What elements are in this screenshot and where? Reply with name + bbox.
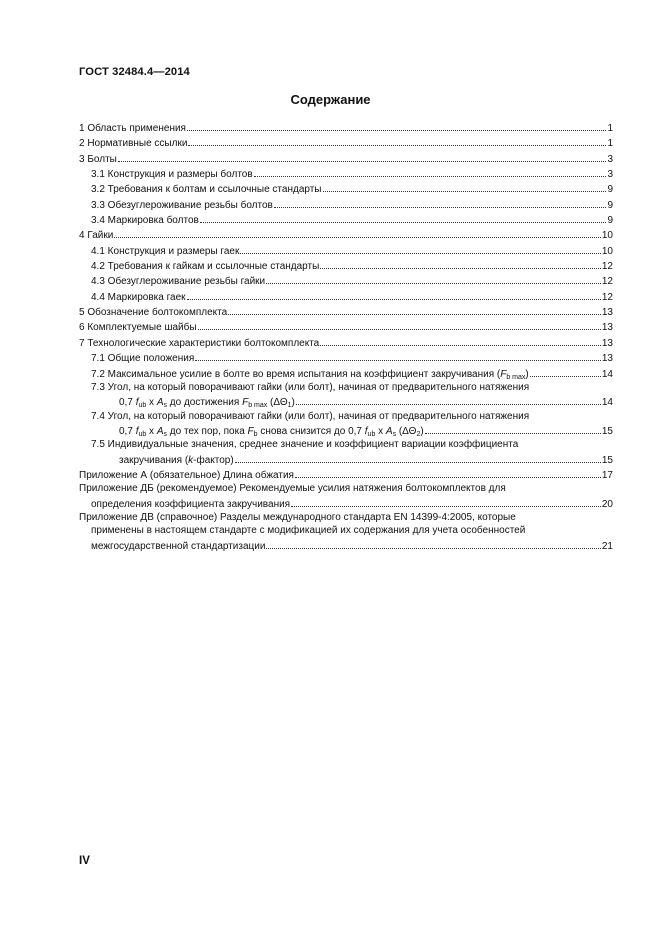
toc-entry-annex-db-line1[interactable]: Приложение ДБ (рекомендуемое) Рекомендуемые усилия натяжения болтокомплектов для <box>79 483 506 495</box>
formula-subscript: 1 <box>287 402 292 410</box>
toc-entry-title: Приложение А (обязательное) Длина обжатия <box>79 469 294 481</box>
formula-subscript: ub <box>138 430 147 438</box>
toc-page-number: 20 <box>601 498 613 510</box>
formula-symbol: F <box>242 397 249 409</box>
toc-page-number: 12 <box>601 291 613 303</box>
toc-text-part: до тех пор, пока <box>167 425 248 437</box>
formula-subscript: s <box>392 430 397 438</box>
formula-subscript: s <box>163 402 167 410</box>
toc-page-number: 3 <box>607 169 613 181</box>
toc-text-part: x <box>375 425 386 437</box>
toc-leader-dots <box>425 423 601 434</box>
toc-entry-title <box>119 454 235 467</box>
toc-entry-title: 4.4 Маркировка гаек <box>91 291 186 303</box>
toc-entry-7-3[interactable] <box>79 394 613 409</box>
toc-entry-7-5[interactable] <box>79 452 613 467</box>
toc-entry-annex-dv-line1[interactable]: Приложение ДВ (справочное) Разделы международного стандарта EN 14399-4:2005, которые <box>79 511 516 523</box>
formula-subscript: s <box>163 430 167 438</box>
toc-entry-7-2[interactable] <box>79 366 613 381</box>
formula-subscript: b <box>253 430 258 438</box>
toc-leader-dots <box>200 212 607 223</box>
toc-leader-dots <box>320 335 601 346</box>
page-number: IV <box>79 855 90 867</box>
toc-entry-3-2[interactable] <box>79 181 613 196</box>
toc-page-number: 1 <box>607 138 613 150</box>
toc-page-number: 10 <box>601 245 613 257</box>
toc-text-part: 0,7 <box>119 397 136 409</box>
toc-text-part: 7.2 Максимальное усилие в болте во время испытания на коэффициент закручивания ( <box>91 368 501 380</box>
toc-leader-dots <box>266 273 601 284</box>
toc-entry-title <box>91 368 530 381</box>
formula-symbol: f <box>135 397 139 409</box>
toc-leader-dots <box>274 197 607 208</box>
toc-text-part: снова снизится до 0,7 <box>257 425 365 437</box>
toc-entry-4-3[interactable] <box>79 273 613 288</box>
toc-leader-dots <box>240 243 601 254</box>
toc-text-part: x <box>146 397 157 409</box>
toc-entry-title: определения коэффициента закручивания <box>91 498 291 510</box>
toc-entry-title: межгосударственной стандартизации <box>91 540 266 552</box>
toc-text-part: ) <box>291 397 295 409</box>
toc-entry-4-2[interactable] <box>79 258 613 273</box>
toc-entry-title: 1 Область применения <box>79 123 186 134</box>
formula-symbol: f <box>364 425 368 437</box>
document-code-header: ГОСТ 32484.4—2014 <box>79 66 190 78</box>
toc-page-number: 12 <box>601 261 613 273</box>
toc-leader-dots <box>235 452 601 463</box>
toc-entry-title: 3.4 Маркировка болтов <box>91 215 199 227</box>
toc-entry-annex-dv-line2[interactable]: применены в настоящем стандарте с модификацией их содержания для учета особенностей <box>91 525 526 537</box>
toc-entry-4-1[interactable] <box>79 243 613 258</box>
toc-text-part: закручивания ( <box>119 454 189 466</box>
toc-entry-title: 5 Обозначение болтокомплекта <box>79 307 228 319</box>
toc-entry-title: 3.2 Требования к болтам и ссылочные стандарты <box>91 184 322 196</box>
toc-leader-dots <box>195 350 601 361</box>
formula-subscript: b max <box>506 373 526 381</box>
formula-subscript: 2 <box>416 430 421 438</box>
formula-symbol: A <box>156 397 164 409</box>
toc-page-number: 12 <box>601 276 613 288</box>
toc-entry-title: 4 Гайки <box>79 230 114 242</box>
toc-leader-dots <box>114 227 601 238</box>
toc-leader-dots <box>188 135 606 146</box>
formula-subscript: b max <box>248 402 268 410</box>
toc-leader-dots <box>187 120 606 131</box>
toc-entry-7-3-line1[interactable]: 7.3 Угол, на который поворачивают гайки (или болт), начиная от предварительного натяжения <box>91 381 530 393</box>
toc-page-number: 15 <box>601 425 613 437</box>
toc-entry-7[interactable] <box>79 335 613 350</box>
toc-entry-title: 4.3 Обезуглероживание резьбы гайки <box>91 276 266 288</box>
toc-entry-annex-db[interactable] <box>79 496 613 511</box>
toc-entry-3-3[interactable] <box>79 197 613 212</box>
formula-symbol: F <box>500 368 507 380</box>
toc-leader-dots <box>266 538 600 549</box>
toc-entry-7-4-line1[interactable]: 7.4 Угол, на который поворачивают гайки (или болт), начиная от предварительного натяжения <box>91 410 530 422</box>
toc-leader-dots <box>254 166 607 177</box>
toc-text-part: -фактор) <box>193 454 234 466</box>
toc-leader-dots <box>295 467 601 478</box>
toc-entry-5[interactable] <box>79 304 613 319</box>
toc-text-part: x <box>146 425 157 437</box>
toc-page-number: 14 <box>601 368 613 380</box>
toc-page-number: 9 <box>607 199 613 211</box>
toc-entry-7-1[interactable] <box>79 350 613 365</box>
toc-entry-title: 2 Нормативные ссылки <box>79 138 188 150</box>
toc-page-number: 15 <box>601 454 613 466</box>
formula-symbol: A <box>385 425 393 437</box>
toc-page-number: 21 <box>601 540 613 552</box>
table-of-contents <box>79 120 613 553</box>
toc-entry-title <box>119 425 425 438</box>
formula-symbol: A <box>156 425 164 437</box>
toc-entry-2[interactable] <box>79 135 613 150</box>
toc-entry-annex-dv[interactable] <box>79 538 613 553</box>
toc-entry-title: 3.1 Конструкция и размеры болтов <box>91 169 253 181</box>
formula-symbol: F <box>247 425 254 437</box>
formula-symbol: k <box>188 454 194 466</box>
toc-entry-title: 3.3 Обезуглероживание резьбы болтов <box>91 199 273 211</box>
contents-title: Содержание <box>290 92 371 107</box>
toc-page-number: 1 <box>607 123 613 134</box>
toc-entry-annex-a[interactable] <box>79 467 613 482</box>
toc-entry-7-4[interactable] <box>79 423 613 438</box>
formula-subscript: ub <box>367 430 376 438</box>
toc-page-number: 3 <box>607 153 613 165</box>
toc-entry-3-1[interactable] <box>79 166 613 181</box>
toc-entry-title: 7 Технологические характеристики болтокомплекта <box>79 337 320 349</box>
toc-entry-title: 4.1 Конструкция и размеры гаек <box>91 245 240 257</box>
toc-leader-dots <box>187 289 601 300</box>
toc-entry-title: 4.2 Требования к гайкам и ссылочные стандарты <box>91 261 320 273</box>
toc-page-number: 17 <box>601 469 613 481</box>
toc-leader-dots <box>198 319 601 330</box>
toc-page-number: 14 <box>601 397 613 409</box>
toc-page-number: 13 <box>601 307 613 319</box>
toc-entry-title: 6 Комплектуемые шайбы <box>79 322 197 334</box>
toc-entry-4[interactable] <box>79 227 613 242</box>
toc-leader-dots <box>530 366 601 377</box>
formula-subscript: ub <box>138 402 147 410</box>
toc-page-number: 13 <box>601 337 613 349</box>
toc-entry-6[interactable] <box>79 319 613 334</box>
toc-text-part: до достижения <box>167 397 243 409</box>
toc-leader-dots <box>296 394 601 405</box>
toc-text-part: 0,7 <box>119 425 136 437</box>
formula-symbol: f <box>135 425 139 437</box>
toc-entry-title: 3 Болты <box>79 153 117 165</box>
toc-text-part: ) <box>420 425 424 437</box>
toc-page-number: 13 <box>601 353 613 365</box>
toc-entry-1[interactable] <box>79 120 613 135</box>
toc-leader-dots <box>118 151 607 162</box>
toc-text-part: (ΔΘ <box>396 425 417 437</box>
toc-page-number: 9 <box>607 184 613 196</box>
toc-leader-dots <box>323 181 607 192</box>
toc-entry-3[interactable] <box>79 151 613 166</box>
toc-page-number: 10 <box>601 230 613 242</box>
toc-text-part: (ΔΘ <box>267 397 288 409</box>
toc-entry-title: 7.1 Общие положения <box>91 353 195 365</box>
toc-leader-dots <box>291 496 601 507</box>
toc-page-number: 9 <box>607 215 613 227</box>
toc-leader-dots <box>320 258 601 269</box>
toc-leader-dots <box>228 304 601 315</box>
toc-entry-title <box>119 396 296 409</box>
toc-entry-4-4[interactable] <box>79 289 613 304</box>
toc-entry-3-4[interactable] <box>79 212 613 227</box>
toc-entry-7-5-line1[interactable]: 7.5 Индивидуальные значения, среднее значение и коэффициент вариации коэффициента <box>91 439 519 451</box>
toc-text-part: ) <box>525 368 529 380</box>
toc-page-number: 13 <box>601 322 613 334</box>
